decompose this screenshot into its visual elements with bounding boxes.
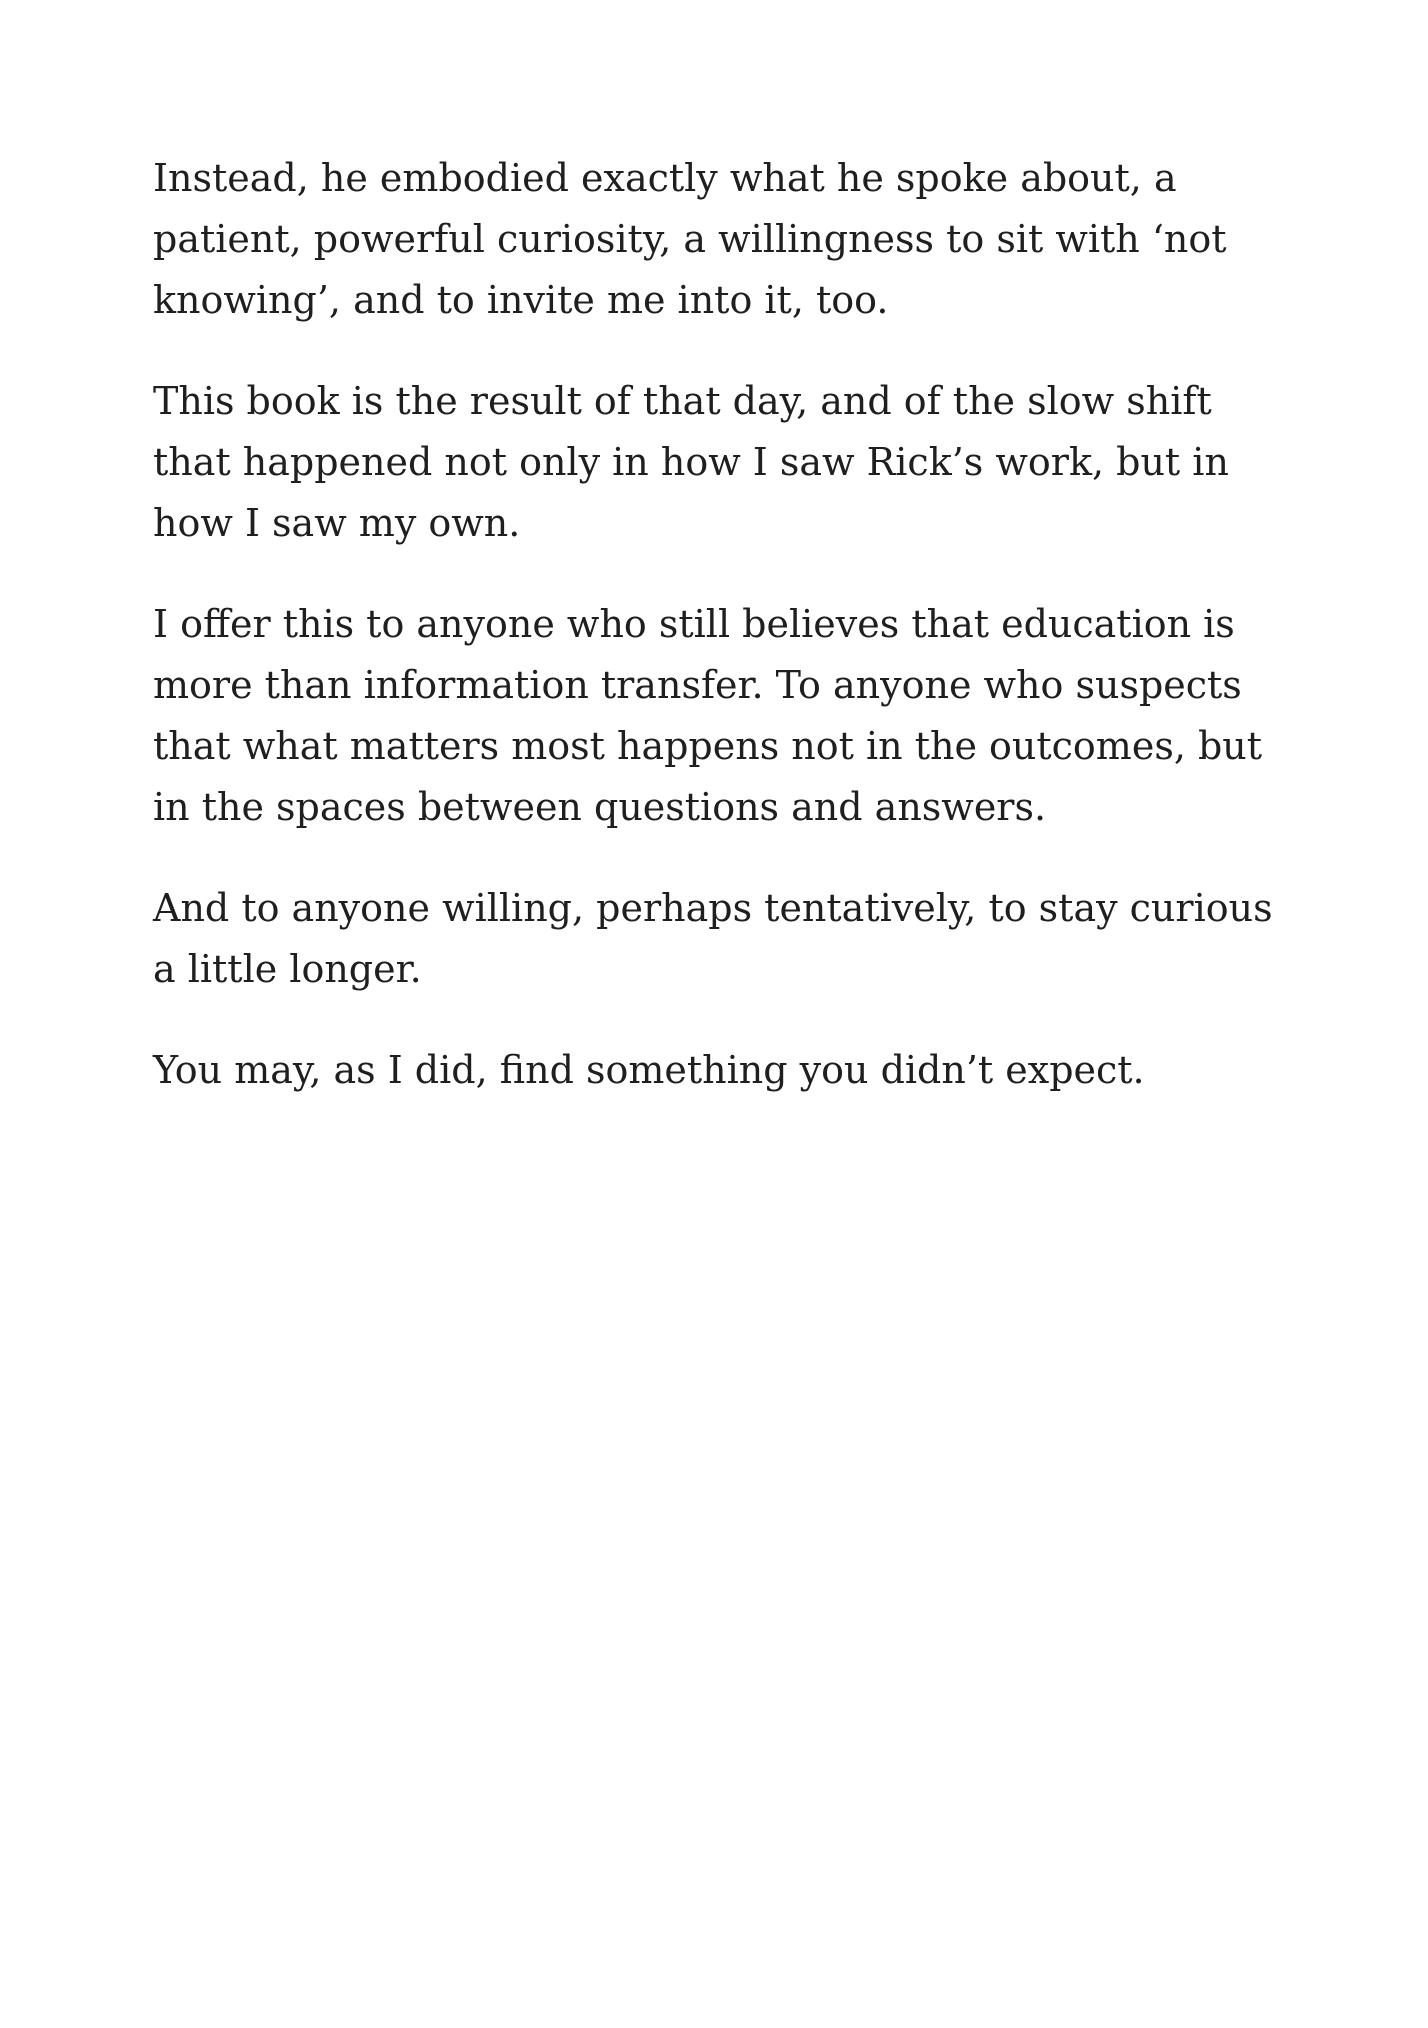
body-text: [153, 148, 1293, 1141]
paragraph-closing: You may, as I did, find something you didn’t expect.: [153, 1048, 1145, 1092]
paragraph-embodied-curiosity: Instead, he embodied exactly what he spoke about, a patient, powerful curiosity, a willingness to sit with ‘not knowing’, and to invite me into it, too.: [153, 156, 1227, 322]
paragraph-book-result: This book is the result of that day, and of the slow shift that happened not only in how I saw Rick’s work, but in how I saw my own.: [153, 379, 1229, 545]
paragraph-stay-curious: And to anyone willing, perhaps tentatively, to stay curious a little longer.: [153, 886, 1273, 991]
paragraph-offer: I offer this to anyone who still believes that education is more than information transfer. To anyone who suspects that what matters most happens not in the outcomes, but in the spaces between questions and answers.: [153, 602, 1263, 829]
